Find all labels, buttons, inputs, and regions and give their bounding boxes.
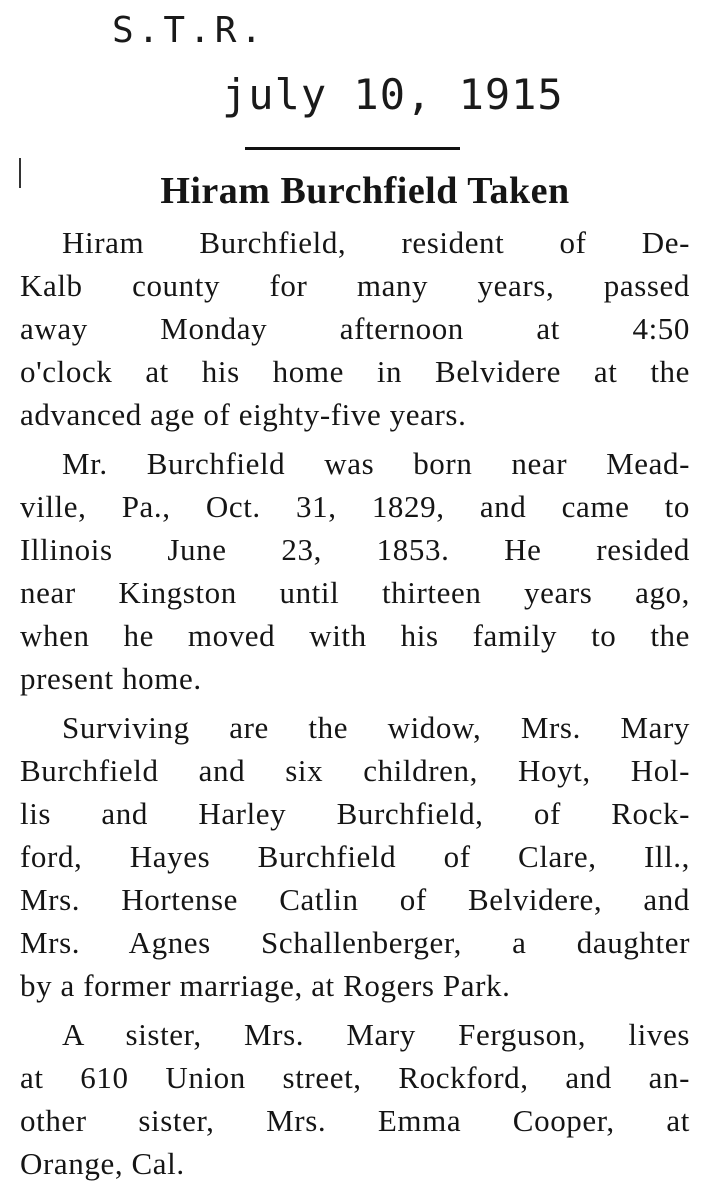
article-line: advanced age of eighty-five years. bbox=[20, 397, 467, 432]
article-line: near Kingston until thirteen years ago, bbox=[20, 575, 690, 610]
article-line: when he moved with his family to the bbox=[20, 618, 690, 653]
article-line: Mrs. Hortense Catlin of Belvidere, and bbox=[20, 882, 690, 917]
article-line: at 610 Union street, Rockford, and an- bbox=[20, 1060, 690, 1095]
date-label: july 10, 1915 bbox=[222, 70, 564, 119]
article-line: ford, Hayes Burchfield of Clare, Ill., bbox=[20, 839, 690, 874]
article-line: Mr. Burchfield was born near Mead- bbox=[62, 446, 690, 481]
article-line: away Monday afternoon at 4:50 bbox=[20, 311, 690, 346]
article-line: Mrs. Agnes Schallenberger, a daughter bbox=[20, 925, 690, 960]
article-paragraph-4 bbox=[20, 1013, 690, 1185]
headline-divider bbox=[245, 147, 460, 150]
article-headline: Hiram Burchfield Taken bbox=[160, 170, 570, 212]
article-line: Orange, Cal. bbox=[20, 1146, 185, 1181]
article-line: Surviving are the widow, Mrs. Mary bbox=[62, 710, 690, 745]
article-line: present home. bbox=[20, 661, 202, 696]
article-line: by a former marriage, at Rogers Park. bbox=[20, 968, 511, 1003]
source-label: S.T.R. bbox=[112, 10, 267, 51]
article-line: A sister, Mrs. Mary Ferguson, lives bbox=[62, 1017, 690, 1052]
article-paragraph-2 bbox=[20, 442, 690, 700]
article bbox=[20, 165, 690, 1191]
article-paragraph-1 bbox=[20, 221, 690, 436]
article-line: Hiram Burchfield, resident of De- bbox=[62, 225, 690, 260]
article-line: Kalb county for many years, passed bbox=[20, 268, 690, 303]
article-line: Illinois June 23, 1853. He resided bbox=[20, 532, 690, 567]
article-paragraph-3 bbox=[20, 706, 690, 1007]
article-line: other sister, Mrs. Emma Cooper, at bbox=[20, 1103, 690, 1138]
article-line: lis and Harley Burchfield, of Rock- bbox=[20, 796, 690, 831]
article-line: Burchfield and six children, Hoyt, Hol- bbox=[20, 753, 690, 788]
article-line: o'clock at his home in Belvidere at the bbox=[20, 354, 690, 389]
article-line: ville, Pa., Oct. 31, 1829, and came to bbox=[20, 489, 690, 524]
